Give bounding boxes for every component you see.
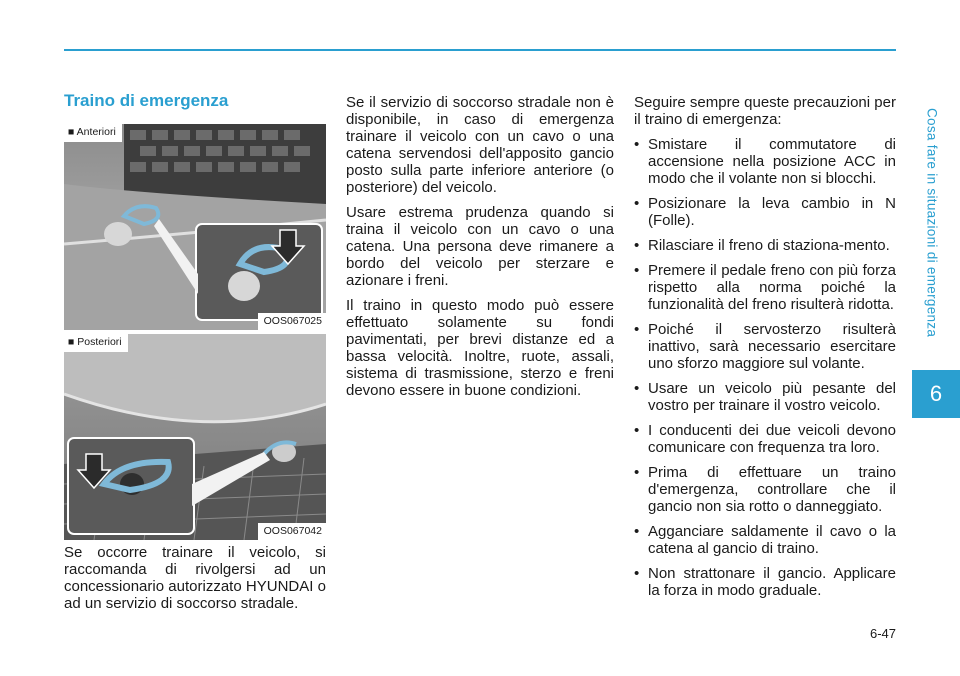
page-number: 6-47 bbox=[869, 626, 896, 641]
list-item: • Usare un veicolo più pesante del vostro per trainare il vostro veicolo. bbox=[634, 380, 896, 414]
list-item: • Agganciare saldamente il cavo o la catena al gancio di traino. bbox=[634, 523, 896, 557]
list-item: • Prima di effettuare un traino d'emergenza, controllare che il gancio non sia rotto o danneggiato. bbox=[634, 464, 896, 515]
list-item: • Poiché il servosterzo risulterà inattivo, sarà necessario esercitare uno sforzo maggiore sul volante. bbox=[634, 321, 896, 372]
list-item: • Smistare il commutatore di accensione nella posizione ACC in modo che il volante non si blocchi. bbox=[634, 136, 896, 187]
figure-code-rear: OOS067042 bbox=[258, 523, 326, 540]
list-item: • Premere il pedale freno con più forza rispetto alla norma poiché la funzionalità del freno risulterà ridotta. bbox=[634, 262, 896, 313]
figure-label-front: ■ Anteriori bbox=[64, 124, 122, 142]
column-3 bbox=[634, 94, 896, 607]
list-item: • Non strattonare il gancio. Applicare la forza in modo graduale. bbox=[634, 565, 896, 599]
precautions-intro: Seguire sempre queste precauzioni per il traino di emergenza: bbox=[634, 94, 896, 128]
figure-rear-hook bbox=[64, 334, 326, 540]
front-hook-illustration bbox=[64, 124, 326, 330]
section-title: Traino di emergenza bbox=[64, 91, 229, 110]
figure-code-front: OOS067025 bbox=[258, 313, 326, 330]
figure-label-rear: ■ Posteriori bbox=[64, 334, 128, 352]
intro-paragraph: Se occorre trainare il veicolo, si raccomanda di rivolgersi ad un concessionario autorizzato HYUNDAI o ad un servizio di soccorso stradale. bbox=[64, 544, 326, 612]
figure-front-hook bbox=[64, 124, 326, 330]
list-item: • Rilasciare il freno di staziona-mento. bbox=[634, 237, 896, 254]
chapter-side-title: Cosa fare in situazioni di emergenza bbox=[924, 108, 940, 338]
paragraph-emergency-towing: Se il servizio di soccorso stradale non è disponibile, in caso di emergenza trainare il veicolo con un cavo o una catena servendosi dell'apposito gancio posto sulla parte inferiore anteriore (o posteriore) del veicolo. bbox=[346, 94, 614, 196]
precautions-list bbox=[634, 136, 896, 599]
paragraph-caution: Usare estrema prudenza quando si traina il veicolo con un cavo o una catena. Una persona deve rimanere a bordo del veicolo per sterzare e azionare i freni. bbox=[346, 204, 614, 289]
column-2 bbox=[346, 94, 614, 407]
chapter-number-tab: 6 bbox=[912, 370, 960, 418]
paragraph-conditions: Il traino in questo modo può essere effettuato solamente su fondi pavimentati, per brevi distanze ed a bassa velocità. Inoltre, ruote, assali, sistema di trasmissione, sterzo e freni devono essere in buone condizioni. bbox=[346, 297, 614, 399]
list-item: • Posizionare la leva cambio in N (Folle). bbox=[634, 195, 896, 229]
column-1 bbox=[64, 92, 326, 620]
list-item: • I conducenti dei due veicoli devono comunicare con frequenza tra loro. bbox=[634, 422, 896, 456]
rear-hook-illustration bbox=[64, 334, 326, 540]
header-rule bbox=[64, 49, 896, 51]
